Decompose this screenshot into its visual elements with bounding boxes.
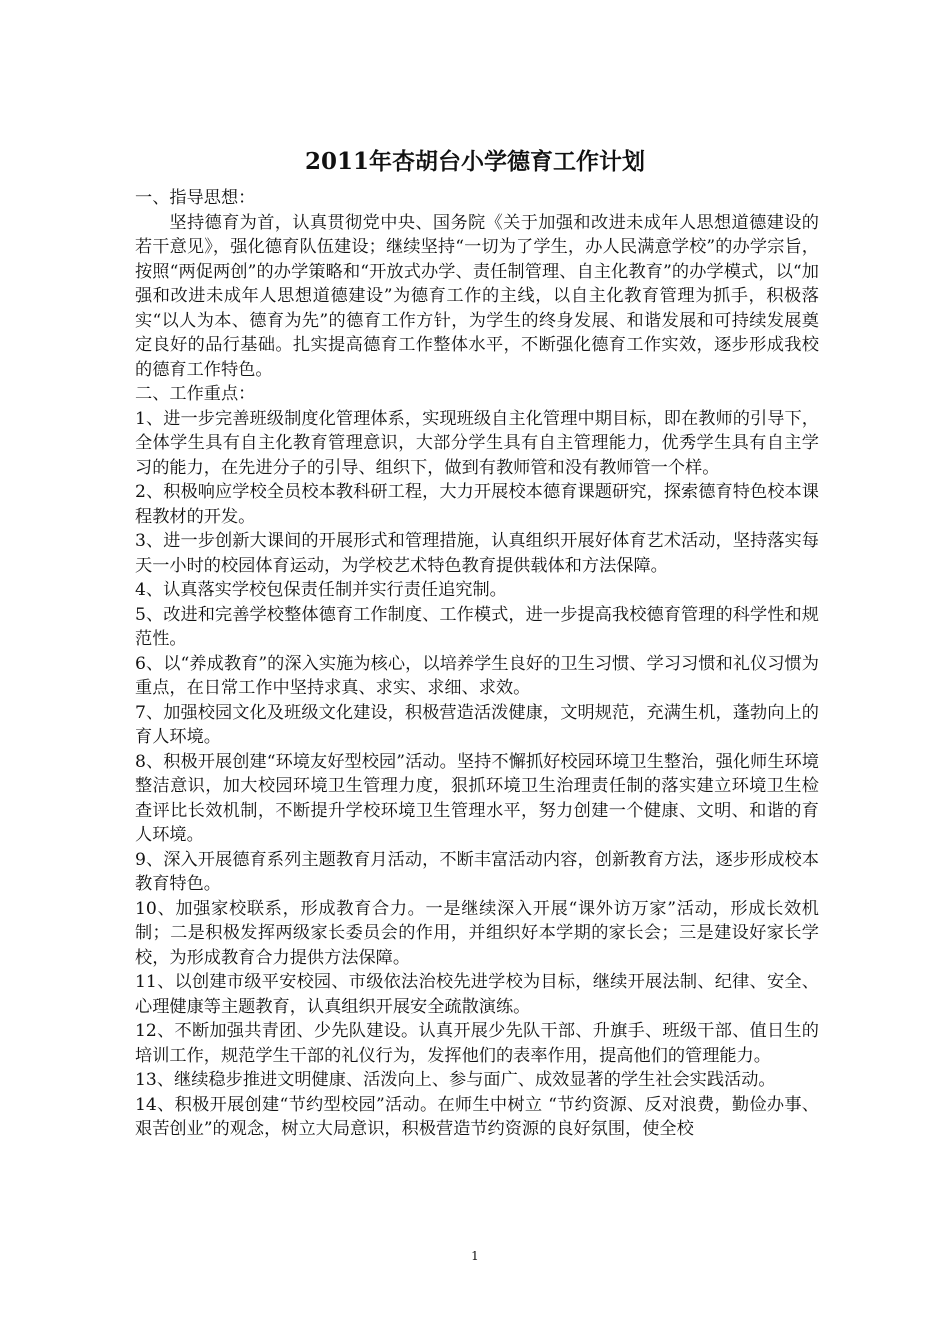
- list-item-2: 2、积极响应学校全员校本教科研工程，大力开展校本德育课题研究，探索德育特色校本课程教材的开发。: [135, 482, 819, 527]
- list-item-10: 10、加强家校联系，形成教育合力。一是继续深入开展“课外访万家”活动，形成长效机制；二是积极发挥两级家长委员会的作用，并组织好本学期的家长会；三是建设好家长学校，为形成教育合力提供方法保障。: [135, 898, 819, 968]
- page-number: 1: [471, 1249, 479, 1263]
- list-item-4: 4、认真落实学校包保责任制并实行责任追究制。: [135, 580, 507, 600]
- list-item-9: 9、深入开展德育系列主题教育月活动，不断丰富活动内容，创新教育方法，逐步形成校本教育特色。: [135, 849, 819, 894]
- list-item-6: 6、以“养成教育”的深入实施为核心，以培养学生良好的卫生习惯、学习习惯和礼仪习惯为重点，在日常工作中坚持求真、求实、求细、求效。: [135, 653, 819, 698]
- list-item-3: 3、进一步创新大课间的开展形式和管理措施，认真组织开展好体育艺术活动，坚持落实每天一小时的校园体育运动，为学校艺术特色教育提供载体和方法保障。: [135, 531, 819, 576]
- list-item-7: 7、加强校园文化及班级文化建设，积极营造活泼健康，文明规范，充满生机，蓬勃向上的育人环境。: [135, 702, 819, 747]
- list-item-11: 11、以创建市级平安校园、市级依法治校先进学校为目标，继续开展法制、纪律、安全、心理健康等主题教育，认真组织开展安全疏散演练。: [135, 972, 819, 1017]
- list-item-8: 8、积极开展创建“环境友好型校园”活动。坚持不懈抓好校园环境卫生整治，强化师生环境整洁意识，加大校园环境卫生管理力度，狠抓环境卫生治理责任制的落实建立环境卫生检查评比长效机制，不断提升学校环境卫生管理水平，努力创建一个健康、文明、和谐的育人环境。: [135, 751, 819, 845]
- document-body: [135, 186, 819, 1142]
- list-item-14: 14、积极开展创建“节约型校园”活动。在师生中树立 “节约资源、反对浪费，勤俭办事、艰苦创业”的观念，树立大局意识，积极营造节约资源的良好氛围，使全校: [135, 1094, 819, 1139]
- section-heading-work-priorities: 二、工作重点：: [135, 384, 256, 404]
- list-item-1: 1、进一步完善班级制度化管理体系，实现班级自主化管理中期目标，即在教师的引导下，全体学生具有自主化教育管理意识，大部分学生具有自主管理能力，优秀学生具有自主学习的能力，在先进分子的引导、组织下，做到有教师管和没有教师管一个样。: [135, 408, 819, 478]
- list-item-5: 5、改进和完善学校整体德育工作制度、工作模式，进一步提高我校德育管理的科学性和规范性。: [135, 604, 819, 649]
- section-heading-guiding-ideology: 一、指导思想：: [135, 188, 256, 208]
- paragraph-guiding-ideology: 坚持德育为首，认真贯彻党中央、国务院《关于加强和改进未成年人思想道德建设的若干意见》，强化德育队伍建设；继续坚持“一切为了学生，办人民满意学校”的办学宗旨，按照“两促两创”的办学策略和“开放式办学、责任制管理、自主化教育”的办学模式，以“加强和改进未成年人思想道德建设”为德育工作的主线，以自主化教育管理为抓手，积极落实“以人为本、德育为先”的德育工作方针，为学生的终身发展、和谐发展和可持续发展奠定良好的品行基础。扎实提高德育工作整体水平，不断强化德育工作实效，逐步形成我校的德育工作特色。: [135, 212, 819, 380]
- document-title: 2011年杏胡台小学德育工作计划: [304, 148, 645, 175]
- list-item-13: 13、继续稳步推进文明健康、活泼向上、参与面广、成效显著的学生社会实践活动。: [135, 1070, 776, 1090]
- list-item-12: 12、不断加强共青团、少先队建设。认真开展少先队干部、升旗手、班级干部、值日生的培训工作，规范学生干部的礼仪行为，发挥他们的表率作用，提高他们的管理能力。: [135, 1021, 819, 1066]
